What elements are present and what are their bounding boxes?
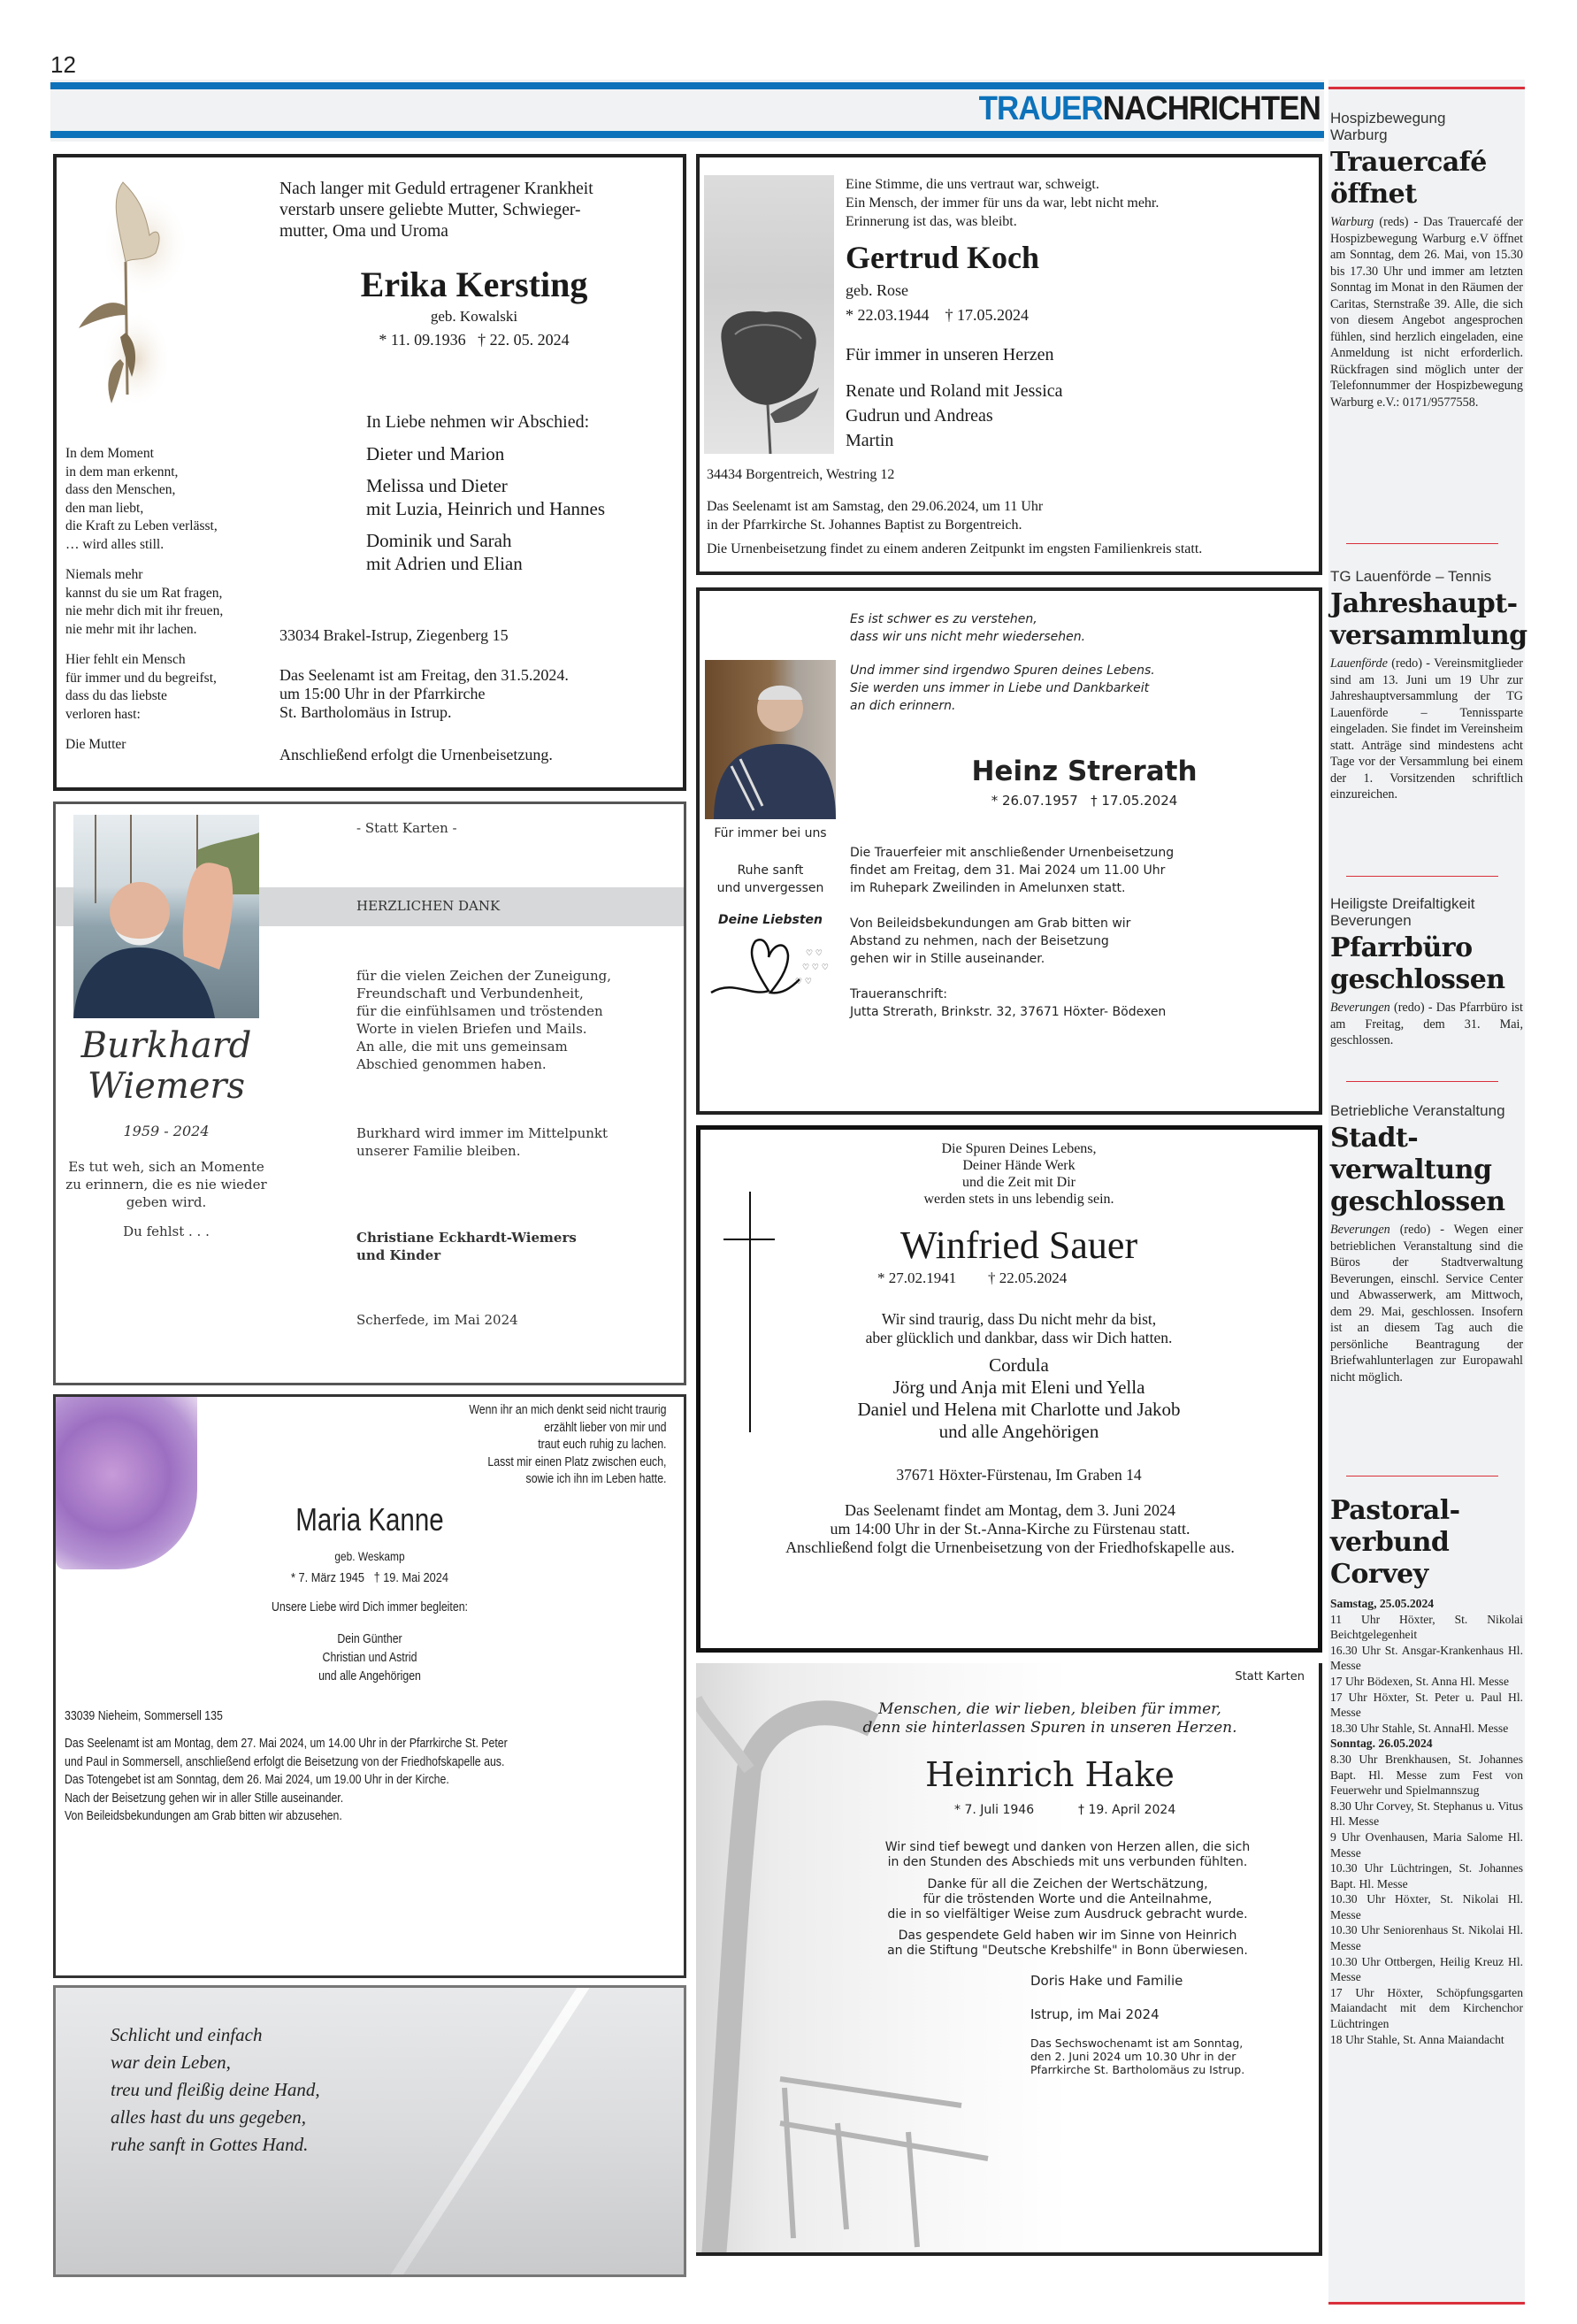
signer-line: Christiane Eckhardt-Wiemers bbox=[356, 1230, 577, 1246]
service-line: und Paul in Sommersell, anschließend erfolgt die Beisetzung von der Friedhofskapelle aus. bbox=[65, 1754, 505, 1769]
quote-line: Es tut weh, sich an Momente bbox=[68, 1159, 264, 1175]
mourner-line: Cordula bbox=[989, 1354, 1049, 1376]
cross-icon bbox=[749, 1192, 751, 1432]
schedule-item: 10.30 Uhr Höxter, St. Nikolai Hl. Messe bbox=[1330, 1892, 1523, 1921]
koch-dates: * 22.03.1944 † 17.05.2024 bbox=[846, 306, 1029, 324]
article-text: (reds) - Das Trauercafé der Hospizbewegung Warburg e.V öffnet am Sonntag, dem 26. Mai, von 15.30 bis 17.30 Uhr und immer am letzten Sonntag im Monat in den Räumen der Caritas, Sternstraße 39. Alle, die sich von diesem Angebot angesprochen fühlen, sind herzlich eingeladen, eine Anmeldung ist nicht erforderlich. Rückfragen sind möglich unter der Telefonnummer der Hospizbewegung Warburg e.V.: 0171/9577558. bbox=[1330, 215, 1523, 410]
schedule-item: 10.30 Uhr Seniorenhaus St. Nikolai Hl. Messe bbox=[1330, 1923, 1523, 1953]
kanne-service bbox=[65, 1735, 508, 1826]
service-line: Von Beileidsbekundungen am Grab bitten wir abzusehen. bbox=[65, 1809, 342, 1823]
poem-line: Wenn ihr an mich denkt seid nicht traurig bbox=[468, 1403, 666, 1417]
mourner-line: Melissa und Dieter bbox=[366, 475, 508, 496]
poem-line: in dem man erkennt, bbox=[65, 464, 179, 479]
strerath-quote1 bbox=[850, 610, 1085, 646]
strerath-signature: Deine Liebsten bbox=[718, 913, 823, 927]
obituary-sauer bbox=[696, 1125, 1322, 1653]
kersting-mourners bbox=[366, 442, 605, 575]
poem-line: die Kraft zu Leben verlässt, bbox=[65, 518, 218, 533]
mourner-line: und alle Angehörigen bbox=[938, 1421, 1099, 1442]
wiemers-signers bbox=[356, 1229, 577, 1264]
news-article bbox=[1330, 110, 1523, 410]
mourner-line: Dein Günther bbox=[337, 1632, 402, 1646]
schedule-item: 18 Uhr Stahle, St. Anna Maiandacht bbox=[1330, 2032, 1504, 2046]
quote-line: geben wird. bbox=[126, 1194, 207, 1210]
center-line: unserer Familie bleiben. bbox=[356, 1143, 521, 1159]
headline-line: Jahreshaupt- bbox=[1330, 588, 1518, 619]
headline-line: versammlung bbox=[1330, 620, 1527, 651]
wiemers-thanks bbox=[356, 967, 611, 1073]
kanne-love: Unsere Liebe wird Dich immer begleiten: bbox=[272, 1600, 468, 1615]
news-sidebar bbox=[1328, 80, 1525, 2305]
schedule-item: 16.30 Uhr St. Ansgar-Krankenhaus Hl. Messe bbox=[1330, 1643, 1523, 1673]
quote-line: an dich erinnern. bbox=[850, 699, 956, 713]
headline-line: geschlossen bbox=[1330, 964, 1505, 995]
article-separator bbox=[1346, 876, 1498, 877]
service-line: Nach der Beisetzung gehen wir in aller Stille auseinander. bbox=[65, 1791, 344, 1806]
wiemers-header: - Statt Karten - bbox=[356, 820, 457, 836]
koch-service bbox=[707, 497, 1043, 534]
sidebar-bottom-rule bbox=[1328, 2302, 1525, 2305]
name-last: Wiemers bbox=[87, 1066, 246, 1107]
headline-line: verwaltung bbox=[1330, 1154, 1492, 1185]
thanks-line: Das gespendete Geld haben wir im Sinne von Heinrich bbox=[898, 1929, 1237, 1943]
poem-line: verloren hast: bbox=[65, 706, 141, 722]
schedule-item: 10.30 Uhr Lüchtringen, St. Johannes Bapt. Hl. Messe bbox=[1330, 1861, 1523, 1891]
koch-address: 34434 Borgentreich, Westring 12 bbox=[707, 467, 895, 482]
obituary-kanne bbox=[53, 1394, 686, 1978]
service-line: Anschließend folgt die Urnenbeisetzung von der Friedhofskapelle aus. bbox=[785, 1538, 1235, 1556]
condolence-line: Von Beileidsbekundungen am Grab bitten wir bbox=[850, 917, 1131, 931]
headline-line: Corvey bbox=[1330, 1559, 1428, 1590]
hake-thanks2 bbox=[829, 1877, 1306, 1922]
mourner-line: Daniel und Helena mit Charlotte und Jakob bbox=[857, 1399, 1181, 1420]
article-dateline: Lauenförde bbox=[1330, 656, 1388, 671]
wiemers-banner-text: HERZLICHEN DANK bbox=[356, 898, 501, 914]
sauer-text bbox=[789, 1310, 1249, 1347]
article-kicker bbox=[1330, 568, 1523, 585]
kanne-dates: * 7. März 1945 † 19. Mai 2024 bbox=[291, 1570, 448, 1585]
article-headline bbox=[1330, 147, 1523, 211]
article-body bbox=[1330, 656, 1523, 803]
poem-line: erzählt lieber von mir und bbox=[543, 1420, 666, 1435]
quote-line: Menschen, die wir lieben, bleiben für immer, bbox=[878, 1700, 1221, 1718]
thanks-line: an die Stiftung "Deutsche Krebshilfe" in Bonn überwiesen. bbox=[887, 1944, 1248, 1958]
news-article bbox=[1330, 568, 1527, 803]
article-kicker bbox=[1330, 110, 1523, 143]
tree-icon bbox=[696, 1663, 1068, 2256]
hake-born: * 7. Juli 1946 bbox=[954, 1803, 1035, 1817]
service-line: Das Seelenamt findet am Montag, dem 3. Juni 2024 bbox=[845, 1501, 1175, 1519]
thanks-line: Freundschaft und Verbundenheit, bbox=[356, 986, 584, 1001]
schedule-item: 11 Uhr Höxter, St. Nikolai Beichtgelegenheit bbox=[1330, 1612, 1523, 1642]
obituary-kersting bbox=[53, 154, 686, 791]
article-separator bbox=[1346, 543, 1498, 544]
article-dateline: Beverungen bbox=[1330, 1223, 1390, 1237]
corvey-schedule bbox=[1330, 1495, 1523, 2047]
obituary-koch bbox=[696, 154, 1322, 575]
article-headline bbox=[1330, 1123, 1523, 1218]
sauer-died: † 22.05.2024 bbox=[988, 1269, 1068, 1286]
kanne-maiden: geb. Weskamp bbox=[334, 1549, 405, 1563]
poem-line: … wird alles still. bbox=[65, 536, 165, 552]
poem-line: traut euch ruhig zu lachen. bbox=[537, 1438, 666, 1452]
sauer-address: 37671 Höxter-Fürstenau, Im Graben 14 bbox=[896, 1466, 1142, 1484]
kicker-line: Betriebliche Veranstaltung bbox=[1330, 1102, 1505, 1119]
koch-maiden: geb. Rose bbox=[846, 281, 908, 299]
sauer-name: Winfried Sauer bbox=[900, 1223, 1138, 1267]
mourner-line: Jörg und Anja mit Eleni und Yella bbox=[892, 1377, 1145, 1398]
kersting-farewell: In Liebe nehmen wir Abschied: bbox=[366, 412, 590, 432]
thanks-line: für die vielen Zeichen der Zuneigung, bbox=[356, 968, 612, 984]
service-line: Das Seelenamt ist am Samstag, den 29.06.2024, um 11 Uhr bbox=[707, 499, 1044, 514]
article-text: (redo) - Vereinsmitglieder sind am 13. Juni um 19 Uhr zur Jahreshauptversammlung der TG Lauenförde – Tennissparte eingeladen. Sie findet im Vereinsheim statt. Anträge sind mindestens acht Tage vor der Versammlung bei einem der 1. Vorsitzenden schriftlich einzureichen. bbox=[1330, 656, 1523, 802]
schedule-item: 17 Uhr Bödexen, St. Anna Hl. Messe bbox=[1330, 1674, 1510, 1688]
poem-line: und die Zeit mit Dir bbox=[962, 1175, 1076, 1190]
koch-name: Gertrud Koch bbox=[846, 240, 1039, 275]
quote-line: Es ist schwer es zu verstehen, bbox=[850, 612, 1037, 626]
strerath-left-text1: Für immer bei uns bbox=[714, 826, 827, 840]
lily-flower-icon bbox=[74, 173, 189, 412]
quote-line: dass wir uns nicht mehr wiedersehen. bbox=[850, 630, 1086, 644]
schedule-day: Sonntag. 26.05.2024 bbox=[1330, 1737, 1433, 1751]
kanne-name: Maria Kanne bbox=[295, 1501, 444, 1538]
thanks-line: Abschied genommen haben. bbox=[356, 1056, 547, 1072]
service-line: Das Totengebet ist am Sonntag, dem 26. Mai 2024, um 19.00 Uhr in der Kirche. bbox=[65, 1773, 449, 1787]
quote-line: denn sie hinterlassen Spuren in unseren Herzen. bbox=[862, 1719, 1237, 1737]
strerath-service bbox=[850, 844, 1174, 897]
name-first: Burkhard bbox=[80, 1025, 252, 1066]
strerath-address bbox=[850, 986, 1166, 1021]
cross-bar bbox=[723, 1239, 775, 1240]
wiemers-years: 1959 - 2024 bbox=[123, 1123, 210, 1139]
mourner-line: Christian und Astrid bbox=[322, 1651, 417, 1665]
wiemers-name bbox=[65, 1025, 268, 1107]
hake-family: Doris Hake und Familie bbox=[1030, 1973, 1183, 1989]
kicker-line: Hospizbewegung bbox=[1330, 110, 1446, 127]
schedule-item: 18.30 Uhr Stahle, St. AnnaHl. Messe bbox=[1330, 1721, 1509, 1735]
poem-line: kannst du sie um Rat fragen, bbox=[65, 585, 223, 601]
poem-line: Deiner Hände Werk bbox=[962, 1158, 1076, 1173]
article-separator bbox=[1346, 1081, 1498, 1082]
poem-line: alles hast du uns gegeben, bbox=[111, 2106, 307, 2128]
quote-line: zu erinnern, die es nie wieder bbox=[65, 1177, 267, 1193]
thanks-line: in den Stunden des Abschieds mit uns verbunden fühlten. bbox=[887, 1855, 1248, 1869]
article-text: (redo) - Wegen einer betrieblichen Veranstaltung sind die Büros der Stadtverwaltung Beverungen, einschl. Service Center und Abwasserwerk, am Mittwoch, dem 29. Mai, geschlossen. Insofern ist an diesem Tag auch die persönliche Beantragung der Briefwahlunterlagen zur Europawahl nicht möglich. bbox=[1330, 1223, 1523, 1384]
obituary-strerath bbox=[696, 587, 1322, 1115]
headline-line: Pastoral- bbox=[1330, 1495, 1460, 1526]
intro-line: Nach langer mit Geduld ertragener Krankheit bbox=[279, 180, 593, 198]
corvey-headline bbox=[1330, 1495, 1523, 1591]
mourner-line: und alle Angehörigen bbox=[318, 1669, 421, 1684]
svg-text:♡ ♡ ♡: ♡ ♡ ♡ bbox=[802, 963, 829, 972]
article-headline bbox=[1330, 932, 1523, 996]
wiemers-quote bbox=[65, 1158, 268, 1211]
koch-motto: Für immer in unseren Herzen bbox=[846, 345, 1054, 364]
kicker-line: Beverungen bbox=[1330, 912, 1412, 929]
article-body bbox=[1330, 214, 1523, 410]
thanks-line: Wir sind tief bewegt und danken von Herzen allen, die sich bbox=[884, 1840, 1251, 1854]
schedule-item: 8.30 Uhr Brenkhausen, St. Johannes Bapt. Hl. Messe zum Fest von Feuerwehr und Spielmannszug bbox=[1330, 1752, 1523, 1798]
news-article bbox=[1330, 1102, 1523, 1385]
obituary-hake bbox=[696, 1663, 1322, 2256]
koch-closing: Die Urnenbeisetzung findet zu einem anderen Zeitpunkt im engsten Familienkreis statt. bbox=[707, 541, 1203, 556]
poem-line: treu und fleißig deine Hand, bbox=[111, 2079, 320, 2100]
mourner-line: Renate und Roland mit Jessica bbox=[846, 381, 1063, 401]
article-dateline: Warburg bbox=[1330, 215, 1374, 229]
svg-text:♡ ♡: ♡ ♡ bbox=[806, 949, 823, 958]
service-line: den 2. Juni 2024 um 10.30 Uhr in der bbox=[1030, 2050, 1236, 2063]
address-value: Jutta Strerath, Brinkstr. 32, 37671 Höxter- Bödexen bbox=[850, 1005, 1167, 1019]
kersting-address: 33034 Brakel-Istrup, Ziegenberg 15 bbox=[279, 626, 509, 644]
intro-line: Erinnerung ist das, was bleibt. bbox=[846, 214, 1017, 229]
hake-header: Statt Karten bbox=[1235, 1670, 1305, 1684]
kersting-name: Erika Kersting bbox=[360, 265, 588, 304]
thanks-line: An alle, die mit uns gemeinsam bbox=[356, 1039, 568, 1055]
masthead-bar-bottom bbox=[50, 131, 1324, 138]
headline-line: öffnet bbox=[1330, 179, 1417, 210]
heinz-photo bbox=[705, 660, 836, 819]
kersting-maiden: geb. Kowalski bbox=[430, 308, 518, 325]
sauer-mourners bbox=[789, 1354, 1249, 1443]
poem-line: Lasst mir einen Platz zwischen euch, bbox=[486, 1454, 666, 1469]
strerath-condolences bbox=[850, 915, 1130, 968]
poem-line: Die Mutter bbox=[65, 737, 126, 752]
poem-line: werden stets in uns lebendig sein. bbox=[923, 1192, 1114, 1207]
wiemers-place-date: Scherfede, im Mai 2024 bbox=[356, 1312, 518, 1328]
article-body bbox=[1330, 1000, 1523, 1049]
koch-intro bbox=[846, 175, 1159, 231]
poem-line: Schlicht und einfach bbox=[111, 2024, 263, 2045]
sauer-service bbox=[700, 1501, 1320, 1557]
kersting-intro bbox=[279, 179, 593, 242]
article-headline bbox=[1330, 588, 1527, 652]
corvey-body bbox=[1330, 1596, 1523, 2047]
hake-thanks3 bbox=[829, 1929, 1306, 1959]
text-line: Wir sind traurig, dass Du nicht mehr da bist, bbox=[881, 1310, 1157, 1328]
poem-line: nie mehr dich mit ihr freuen, bbox=[65, 603, 224, 618]
poem-line: ruhe sanft in Gottes Hand. bbox=[111, 2134, 309, 2155]
hake-thanks1 bbox=[829, 1840, 1306, 1870]
section-title bbox=[979, 90, 1321, 128]
svg-text:♡ ♡: ♡ ♡ bbox=[795, 978, 812, 986]
poem-line: den man liebt, bbox=[65, 500, 144, 516]
address-label: Traueranschrift: bbox=[850, 987, 947, 1001]
quote-line: Und immer sind irgendwo Spuren deines Lebens. bbox=[850, 663, 1155, 678]
condolence-line: Abstand zu nehmen, nach der Beisetzung bbox=[850, 934, 1109, 948]
thanks-line: Worte in vielen Briefen und Mails. bbox=[356, 1021, 587, 1037]
condolence-line: gehen wir in Stille auseinander. bbox=[850, 952, 1045, 966]
intro-line: Eine Stimme, die uns vertraut war, schweigt. bbox=[846, 177, 1099, 192]
service-line: um 14:00 Uhr in der St.-Anna-Kirche zu Fürstenau statt. bbox=[830, 1520, 1190, 1538]
headline-line: verbund bbox=[1330, 1527, 1450, 1558]
hydrangea-image bbox=[56, 1397, 197, 1569]
strerath-dates: * 26.07.1957 † 17.05.2024 bbox=[991, 793, 1178, 809]
burkhard-photo bbox=[73, 815, 259, 1018]
poem-line: war dein Leben, bbox=[111, 2052, 231, 2073]
sauer-poem bbox=[833, 1140, 1205, 1208]
hake-died: † 19. April 2024 bbox=[1078, 1803, 1176, 1817]
poem-line: für immer und du begreifst, bbox=[65, 670, 217, 686]
article-kicker bbox=[1330, 1102, 1523, 1119]
page-number: 12 bbox=[50, 51, 76, 78]
section-title-part2: NACHRICHTEN bbox=[1102, 90, 1321, 127]
service-line: um 15:00 Uhr in der Pfarrkirche bbox=[279, 685, 486, 702]
sauer-born: * 27.02.1941 bbox=[877, 1269, 957, 1286]
service-line: Das Sechswochenamt ist am Sonntag, bbox=[1030, 2036, 1244, 2050]
hake-place-date: Istrup, im Mai 2024 bbox=[1030, 2006, 1160, 2022]
heart-doodle-icon bbox=[707, 931, 839, 1001]
light-ray bbox=[380, 1985, 592, 2277]
strerath-quote2 bbox=[850, 662, 1155, 715]
masthead-bar-top bbox=[50, 82, 1324, 89]
mourner-line: Martin bbox=[846, 431, 894, 450]
headline-line: Pfarrbüro bbox=[1330, 932, 1473, 963]
mourner-line: mit Luzia, Heinrich und Hannes bbox=[366, 498, 606, 519]
kicker-line: Heiligste Dreifaltigkeit bbox=[1330, 895, 1475, 912]
poem-line: sowie ich ihn im Leben hatte. bbox=[525, 1472, 666, 1486]
headline-line: Trauercafé bbox=[1330, 147, 1487, 178]
kanne-mourners bbox=[103, 1630, 637, 1686]
section-masthead bbox=[50, 80, 1324, 142]
wiemers-center bbox=[356, 1124, 608, 1160]
portrait-icon bbox=[705, 660, 836, 819]
kicker-line: Warburg bbox=[1330, 127, 1388, 143]
hake-service bbox=[1030, 2036, 1244, 2076]
news-article bbox=[1330, 895, 1523, 1049]
mourner-line: Gudrun und Andreas bbox=[846, 406, 993, 426]
mourner-line: Dominik und Sarah bbox=[366, 530, 512, 551]
thanks-line: die in so vielfältiger Weise zum Ausdruck gebracht wurde. bbox=[887, 1907, 1248, 1921]
center-line: Burkhard wird immer im Mittelpunkt bbox=[356, 1125, 609, 1141]
koch-mourners bbox=[846, 379, 1063, 453]
portrait-icon bbox=[73, 815, 259, 1018]
poem-card bbox=[53, 1985, 686, 2277]
service-line: Pfarrkirche St. Bartholomäus zu Istrup. bbox=[1030, 2063, 1245, 2076]
rose-icon bbox=[704, 175, 834, 454]
schedule-day: Samstag, 25.05.2024 bbox=[1330, 1597, 1435, 1610]
intro-line: verstarb unsere geliebte Mutter, Schwieger- bbox=[279, 201, 581, 219]
thanks-line: für die tröstenden Worte und die Anteilnahme, bbox=[922, 1892, 1213, 1906]
kersting-poem bbox=[65, 445, 223, 755]
schedule-item: 10.30 Uhr Ottbergen, Heilig Kreuz Hl. Messe bbox=[1330, 1954, 1523, 1984]
poem-line: Niemals mehr bbox=[65, 567, 143, 582]
schedule-item: 17 Uhr Höxter, Schöpfungsgarten Maiandacht mit dem Kirchenchor Lüchtringen bbox=[1330, 1985, 1523, 2031]
left-line: Ruhe sanft bbox=[737, 863, 804, 878]
kersting-service bbox=[279, 666, 569, 722]
service-line: in der Pfarrkirche St. Johannes Baptist zu Borgentreich. bbox=[707, 518, 1022, 533]
schedule-item: 17 Uhr Höxter, St. Peter u. Paul Hl. Messe bbox=[1330, 1690, 1523, 1720]
poem-line: dass du das liebste bbox=[65, 688, 167, 703]
schedule-item: 9 Uhr Ovenhausen, Maria Salome Hl. Messe bbox=[1330, 1829, 1523, 1860]
hake-name: Heinrich Hake bbox=[925, 1755, 1175, 1794]
headline-line: geschlossen bbox=[1330, 1186, 1505, 1217]
poem-line: In dem Moment bbox=[65, 446, 154, 461]
kanne-address: 33039 Nieheim, Sommersell 135 bbox=[65, 1709, 223, 1723]
mourner-line: mit Adrien und Elian bbox=[366, 553, 523, 574]
poem-line: nie mehr mit ihr lachen. bbox=[65, 621, 197, 637]
poem-text bbox=[111, 2021, 320, 2159]
kersting-closing: Anschließend erfolgt die Urnenbeisetzung. bbox=[279, 746, 553, 763]
poem-line: dass den Menschen, bbox=[65, 482, 176, 497]
mourner-line: Dieter und Marion bbox=[366, 443, 505, 464]
service-line: Die Trauerfeier mit anschließender Urnenbeisetzung bbox=[850, 846, 1175, 860]
intro-line: Ein Mensch, der immer für uns da war, lebt nicht mehr. bbox=[846, 196, 1160, 211]
kanne-poem bbox=[469, 1402, 666, 1489]
service-line: Das Seelenamt ist am Freitag, den 31.5.2024. bbox=[279, 666, 569, 684]
sidebar-top-rule bbox=[1328, 87, 1525, 89]
thanks-line: Danke für all die Zeichen der Wertschätzung, bbox=[927, 1877, 1208, 1891]
signer-line: und Kinder bbox=[356, 1247, 441, 1263]
kicker-line: TG Lauenförde – Tennis bbox=[1330, 568, 1492, 585]
poem-line: Hier fehlt ein Mensch bbox=[65, 652, 186, 667]
headline-line: Stadt- bbox=[1330, 1123, 1419, 1154]
schedule-item: 8.30 Uhr Corvey, St. Stephanus u. Vitus Hl. Messe bbox=[1330, 1799, 1523, 1829]
obituary-wiemers bbox=[53, 802, 686, 1385]
poem-line: Die Spuren Deines Lebens, bbox=[941, 1141, 1097, 1156]
service-line: St. Bartholomäus in Istrup. bbox=[279, 703, 452, 721]
article-kicker bbox=[1330, 895, 1523, 929]
article-text: (redo) - Das Pfarrbüro ist am Freitag, dem 31. Mai, geschlossen. bbox=[1330, 1001, 1523, 1047]
left-line: und unvergessen bbox=[716, 881, 824, 895]
strerath-left-text2 bbox=[700, 862, 841, 897]
text-line: aber glücklich und dankbar, dass wir Dich hatten. bbox=[865, 1329, 1173, 1346]
article-body bbox=[1330, 1222, 1523, 1385]
article-dateline: Beverungen bbox=[1330, 1001, 1390, 1015]
service-line: findet am Freitag, dem 31. Mai 2024 um 11.00 Uhr bbox=[850, 863, 1166, 878]
tree-bench-drawing bbox=[696, 1663, 1068, 2256]
thanks-line: für die einfühlsamen und tröstenden bbox=[356, 1003, 603, 1019]
quote-line: Sie werden uns immer in Liebe und Dankbarkeit bbox=[850, 681, 1150, 695]
intro-line: mutter, Oma und Uroma bbox=[279, 222, 448, 241]
section-title-part1: TRAUER bbox=[978, 90, 1103, 127]
kersting-dates: * 11. 09.1936 † 22. 05. 2024 bbox=[379, 331, 570, 349]
rose-photo bbox=[704, 175, 834, 454]
hake-quote bbox=[829, 1700, 1271, 1737]
service-line: im Ruhepark Zweilinden in Amelunxen statt. bbox=[850, 881, 1126, 895]
strerath-name: Heinz Strerath bbox=[971, 755, 1198, 787]
service-line: Das Seelenamt ist am Montag, dem 27. Mai 2024, um 14.00 Uhr in der Pfarrkirche St. Peter bbox=[65, 1737, 508, 1751]
wiemers-miss: Du fehlst . . . bbox=[123, 1223, 210, 1239]
